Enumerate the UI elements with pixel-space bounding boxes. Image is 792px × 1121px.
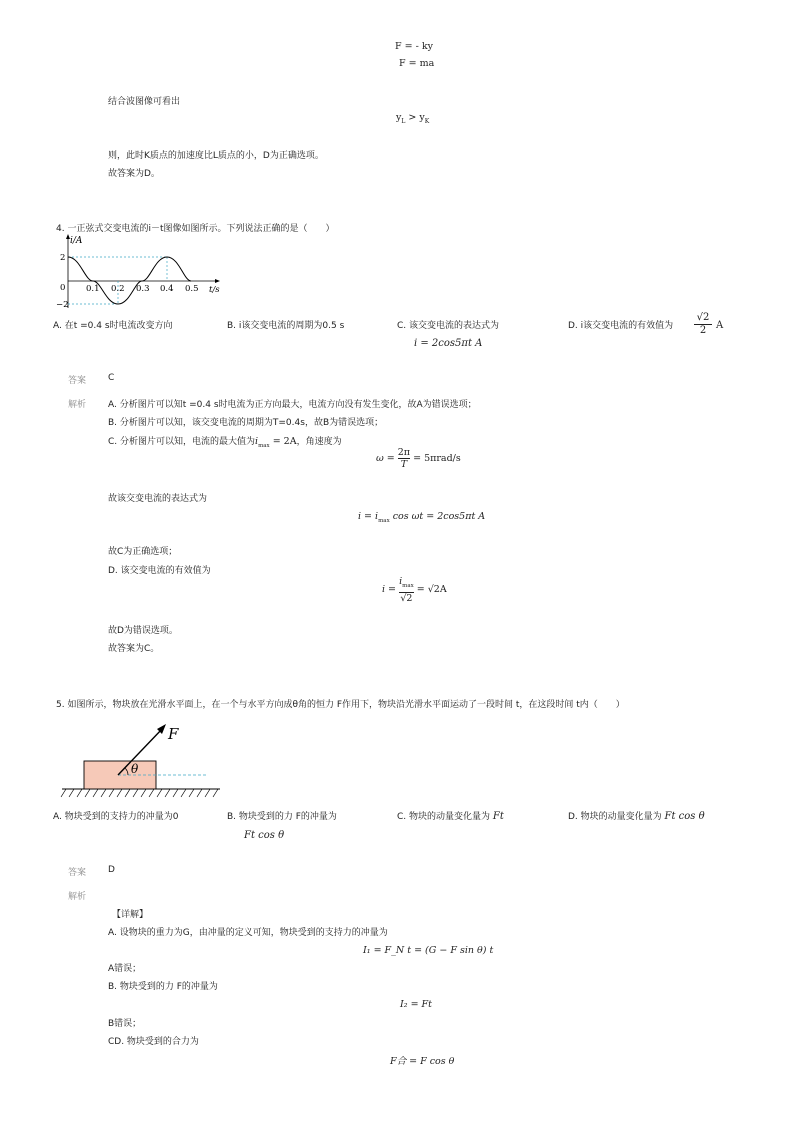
current-curve (68, 257, 191, 304)
q4-option-d-unit: A (716, 320, 724, 331)
eff-denominator: √2 (400, 592, 413, 604)
eff-numerator: i (399, 576, 403, 587)
q4-answer: C (108, 373, 115, 383)
question-5-stem: 5. 如图所示，物块放在光滑水平面上，在一个与水平方向成θ角的恒力 F作用下，物块沿光滑水平面运动了一段时间 t，在这段时间 t内（ ） (56, 700, 625, 710)
imax-subscript: max (258, 442, 270, 449)
force-label: F (168, 725, 179, 743)
analysis-c-end: ，角速度为 (296, 437, 342, 447)
question-4-stem: 4. 一正弦式交变电流的i－t图像如图所示。下列说法正确的是（ ） (56, 224, 335, 234)
q5-option-d (568, 809, 705, 822)
q4-option-c: C. 该交变电流的表达式为 (397, 321, 500, 331)
q4-analysis-expression-intro: 故该交变电流的表达式为 (108, 494, 208, 504)
q4-option-d: D. i该交变电流的有效值为 (568, 321, 674, 331)
equation-spring-force: F = - ky (395, 41, 433, 52)
text-from-graph: 结合波图像可看出 (108, 97, 181, 107)
q4-option-b: B. i该交变电流的周期为0.5 s (227, 321, 345, 331)
q5-net-force-equation: F合 = F cos θ (390, 1056, 455, 1067)
x-tick-0.2: 0.2 (111, 284, 125, 294)
expr-subscript: max (378, 517, 390, 524)
x-axis-arrow (215, 279, 220, 283)
q5-option-c (397, 809, 504, 822)
x-tick-0.5: 0.5 (185, 284, 199, 294)
q5-impulse-force-equation: I₂ = Ft (400, 999, 432, 1010)
q4-option-c-formula: i = 2cos5πt A (414, 338, 483, 349)
q4-final-answer: 故答案为C。 (108, 644, 160, 654)
q5-analysis-b: B. 物块受到的力 F的冲量为 (108, 982, 218, 992)
x-tick-0.3: 0.3 (136, 284, 150, 294)
eff-lhs: i = (382, 584, 397, 596)
q5-analysis-a: A. 设物块的重力为G，由冲量的定义可知，物块受到的支持力的冲量为 (108, 928, 388, 938)
q5-answer-label: 答案 (68, 868, 87, 878)
q4-option-a: A. 在t =0.4 s时电流改变方向 (53, 321, 173, 331)
expr-rhs: cos ωt = 2cos5πt A (389, 511, 486, 522)
eff-rhs: = √2A (416, 584, 447, 596)
q5-analysis-cd: CD. 物块受到的合力为 (108, 1037, 199, 1047)
eff-numerator-sub: max (402, 582, 414, 589)
greater-than: > y (405, 112, 425, 123)
fraction-denominator: 2 (694, 324, 712, 337)
analysis-c-text: C. 分析图片可以知，电流的最大值为 (108, 437, 256, 447)
block-force-figure (56, 712, 226, 802)
x-axis-label: t/s (209, 285, 220, 295)
omega-equation (376, 447, 461, 470)
equation-newton-second-law: F = ma (399, 58, 435, 69)
q4-option-d-letter (568, 318, 673, 331)
q5-option-b: B. 物块受到的力 F的冲量为 (227, 812, 337, 822)
omega-lhs: ω = (376, 453, 395, 464)
q4-answer-label: 答案 (68, 376, 87, 386)
y-tick-neg2: −2 (56, 300, 69, 310)
current-expression (358, 511, 485, 524)
q5-option-c-formula: Ft (492, 811, 504, 822)
q5-impulse-support-equation: I₁ = F_N t = (G − F sin θ) t (363, 945, 494, 956)
q5-option-b-formula: Ft cos θ (244, 830, 285, 841)
omega-denominator: T (398, 458, 410, 470)
equation-displacement-compare (396, 112, 429, 125)
angle-label: θ (131, 762, 139, 776)
q5-option-a: A. 物块受到的支持力的冲量为0 (53, 812, 179, 822)
q5-detail-heading: 【详解】 (112, 910, 149, 920)
q4-analysis-d: D. 该交变电流的有效值为 (108, 566, 211, 576)
y-tick-0: 0 (60, 283, 66, 293)
subscript-k: K (424, 117, 430, 125)
subscript-l: L (401, 117, 406, 125)
q5-option-d-text: D. 物块的动量变化量为 (568, 812, 662, 822)
q4-analysis-c-correct: 故C为正确选项； (108, 547, 178, 557)
imax-value: = 2A (269, 436, 297, 447)
q4-analysis-d-wrong: 故D为错误选项。 (108, 626, 178, 636)
y-axis-label: i/A (70, 236, 83, 246)
expr-lhs: i = i (358, 511, 379, 522)
q5-option-d-formula: Ft cos θ (664, 811, 705, 822)
q4-analysis-c (108, 434, 342, 449)
q4-analysis-label: 解析 (68, 400, 87, 410)
fraction-numerator: √2 (696, 312, 710, 323)
omega-numerator: 2π (397, 447, 411, 458)
q5-analysis-a-wrong: A错误； (108, 964, 142, 974)
text-answer-d: 故答案为D。 (108, 169, 160, 179)
ground-hatching (61, 789, 218, 797)
imax-symbol: i (255, 436, 259, 447)
q5-analysis-b-wrong: B错误； (108, 1019, 142, 1029)
q4-analysis-a: A. 分析图片可以知t =0.4 s时电流为正方向最大，电流方向没有发生变化，故A为错误选项； (108, 400, 477, 410)
q4-option-d-fraction (694, 312, 712, 337)
effective-value-equation (382, 576, 447, 604)
q5-option-c-text: C. 物块的动量变化量为 (397, 812, 491, 822)
y-symbol: y (396, 112, 402, 123)
q4-analysis-b: B. 分析图片可以知，该交变电流的周期为T=0.4s，故B为错误选项； (108, 418, 384, 428)
omega-rhs: = 5πrad/s (413, 453, 461, 464)
current-time-graph (50, 232, 230, 312)
x-tick-0.1: 0.1 (86, 284, 100, 294)
text-conclusion: 则，此时K质点的加速度比L质点的小，D为正确选项。 (108, 151, 324, 161)
y-tick-2: 2 (60, 253, 66, 263)
x-tick-0.4: 0.4 (160, 284, 174, 294)
q5-answer: D (108, 865, 115, 875)
q5-analysis-label: 解析 (68, 892, 87, 902)
